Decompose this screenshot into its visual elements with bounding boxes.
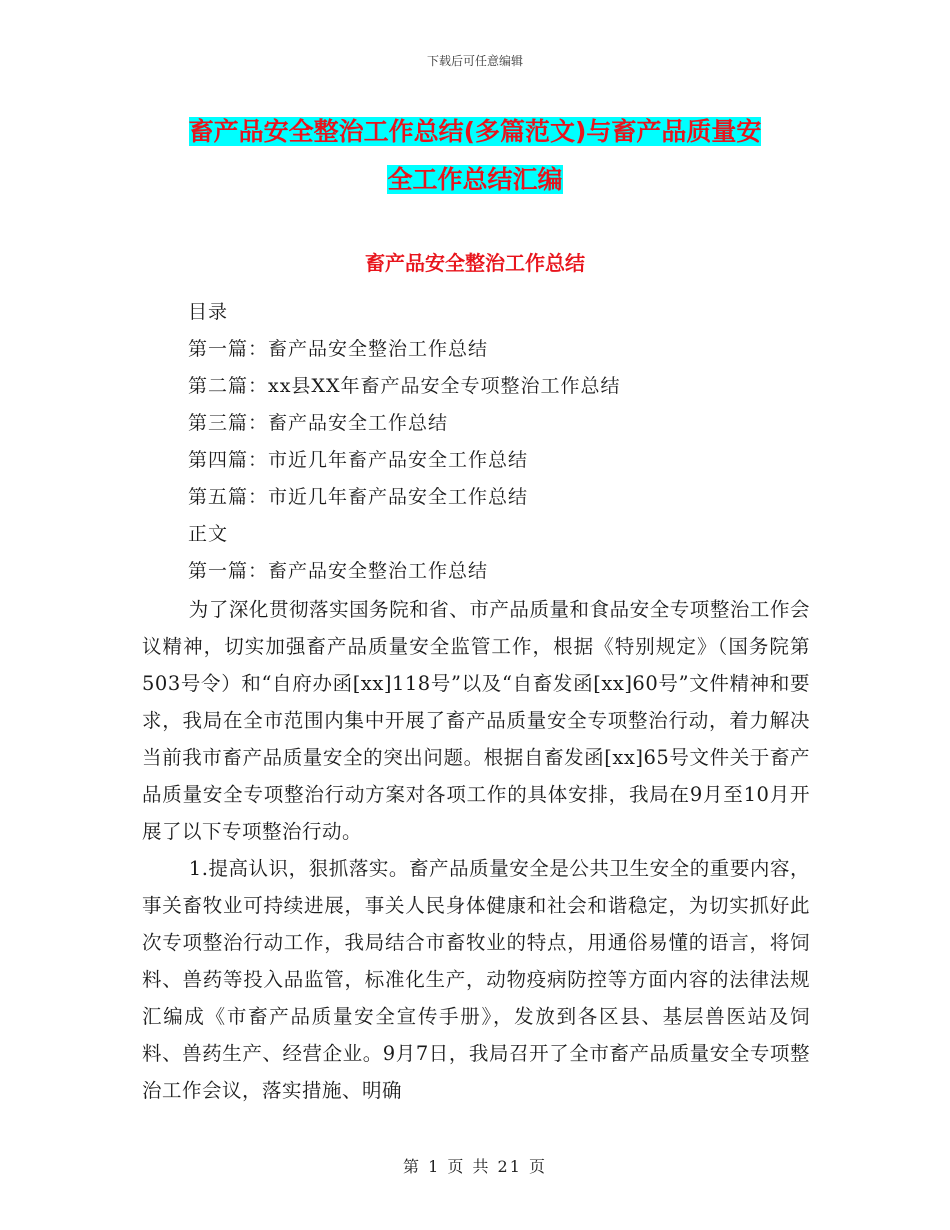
document-title xyxy=(150,108,800,204)
document-title-line-2: 全工作总结汇编 xyxy=(387,165,563,194)
toc-item: 第五篇：市近几年畜产品安全工作总结 xyxy=(188,486,529,508)
table-of-contents xyxy=(188,294,828,590)
first-section-heading: 第一篇：畜产品安全整治工作总结 xyxy=(188,560,489,582)
section-title: 畜产品安全整治工作总结 xyxy=(365,251,585,275)
toc-item: 第四篇：市近几年畜产品安全工作总结 xyxy=(188,449,529,471)
paragraph: 为了深化贯彻落实国务院和省、市产品质量和食品安全专项整治工作会议精神，切实加强畜产品质量安全监管工作，根据《特别规定》（国务院第503号令）和“自府办函[xx]118号”以及“自畜发函[xx]60号”文件精神和要求，我局在全市范围内集中开展了畜产品质量安全专项整治行动，着力解决当前我市畜产品质量安全的突出问题。根据自畜发函[xx]65号文件关于畜产品质量安全专项整治行动方案对各项工作的具体安排，我局在9月至10月开展了以下专项整治行动。 xyxy=(142,598,810,843)
toc-item: 第一篇：畜产品安全整治工作总结 xyxy=(188,338,489,360)
body-heading: 正文 xyxy=(188,523,229,545)
page-footer: 第 1 页 共 21 页 xyxy=(403,1157,547,1176)
toc-item: 第二篇：xx县XX年畜产品安全专项整治工作总结 xyxy=(188,375,621,397)
toc-heading: 目录 xyxy=(188,301,229,323)
toc-item: 第三篇：畜产品安全工作总结 xyxy=(188,412,449,434)
header-note: 下载后可任意编辑 xyxy=(426,54,523,68)
body-text xyxy=(142,591,810,1109)
document-title-line-1: 畜产品安全整治工作总结(多篇范文)与畜产品质量安 xyxy=(188,117,762,146)
paragraph: 1.提高认识，狠抓落实。畜产品质量安全是公共卫生安全的重要内容，事关畜牧业可持续进展，事关人民身体健康和社会和谐稳定，为切实抓好此次专项整治行动工作，我局结合市畜牧业的特点，用通俗易懂的语言，将饲料、兽药等投入品监管，标准化生产，动物疫病防控等方面内容的法律法规汇编成《市畜产品质量安全宣传手册》，发放到各区县、基层兽医站及饲料、兽药生产、经营企业。9月7日，我局召开了全市畜产品质量安全专项整治工作会议，落实措施、明确 xyxy=(142,857,810,1102)
